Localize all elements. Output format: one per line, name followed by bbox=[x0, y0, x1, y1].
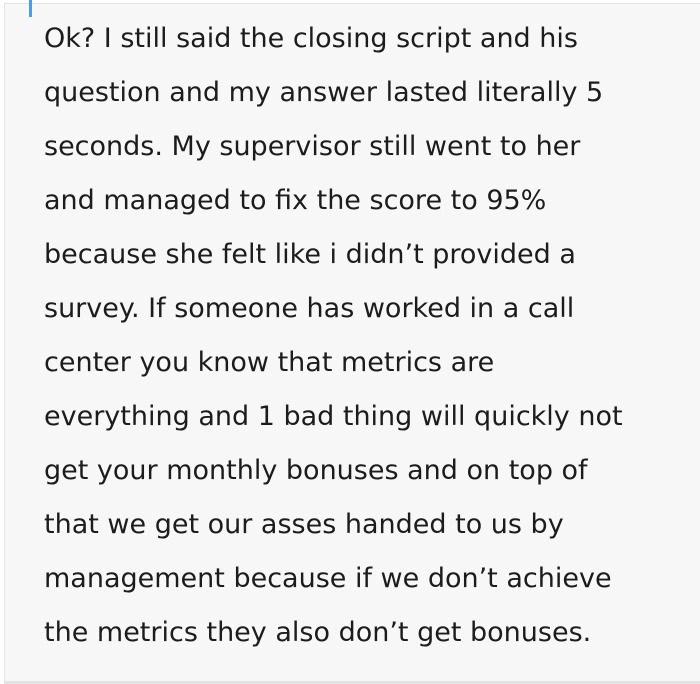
text-line: everything and 1 bad thing will quickly not bbox=[44, 401, 623, 432]
text-line: seconds. My supervisor still went to her bbox=[44, 131, 581, 162]
text-line: the metrics they also don’t get bonuses. bbox=[44, 617, 592, 648]
text-line: because she felt like i didn’t provided a bbox=[44, 239, 576, 270]
post-paragraph bbox=[44, 12, 700, 660]
quote-accent-bar bbox=[29, 0, 32, 17]
text-line: center you know that metrics are bbox=[44, 347, 495, 378]
post-text-panel bbox=[4, 3, 700, 684]
text-line: survey. If someone has worked in a call bbox=[44, 293, 575, 324]
text-line: management because if we don’t achieve bbox=[44, 563, 612, 594]
text-line: get your monthly bonuses and on top of bbox=[44, 455, 588, 486]
text-line: question and my answer lasted literally 5 bbox=[44, 77, 604, 108]
text-line: that we get our asses handed to us by bbox=[44, 509, 564, 540]
text-line: and managed to fix the score to 95% bbox=[44, 185, 547, 216]
text-line: Ok? I still said the closing script and his bbox=[44, 23, 578, 54]
